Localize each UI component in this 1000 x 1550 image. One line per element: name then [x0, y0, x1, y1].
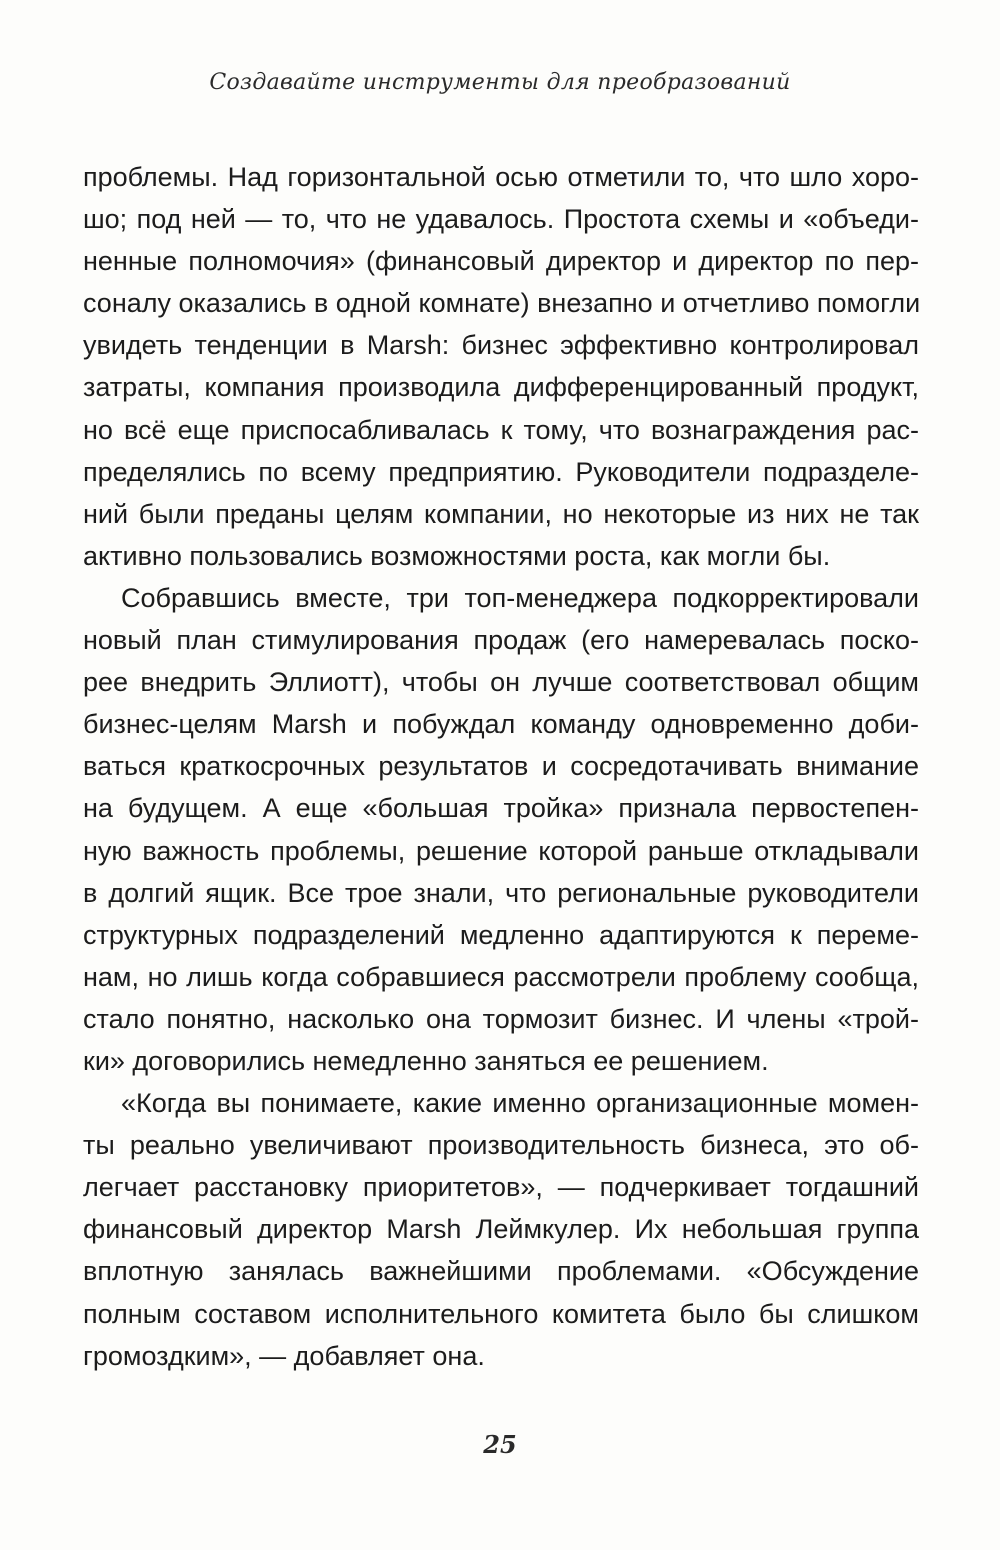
running-header: Создавайте инструменты для преобразований — [209, 70, 791, 95]
text-line: нам, но лишь когда собравшиеся рассмотрели проблему сообща, — [83, 961, 919, 992]
text-line: шо; под ней — то, что не удавалось. Простота схемы и «объеди- — [83, 204, 919, 235]
text-line: ты реально увеличивают производительность бизнеса, это об- — [83, 1130, 919, 1161]
text-line: рее внедрить Эллиотт), чтобы он лучше соответствовал общим — [83, 667, 919, 698]
paragraph — [83, 1082, 919, 1377]
text-line: Собравшись вместе, три топ-менеджера подкорректировали — [121, 582, 919, 613]
text-line: новый план стимулирования продаж (его намеревалась поско- — [83, 625, 919, 656]
text-line: ную важность проблемы, решение которой раньше откладывали — [83, 835, 919, 866]
text-line: структурных подразделений медленно адаптируются к переме- — [83, 919, 919, 950]
text-line: вплотную занялась важнейшими проблемами. «Обсуждение — [83, 1256, 919, 1287]
text-line: полным составом исполнительного комитета было бы слишком — [83, 1298, 919, 1329]
text-line: на будущем. А еще «большая тройка» признала первостепен- — [83, 793, 919, 824]
text-line: пределялись по всему предприятию. Руководители подразделе- — [83, 456, 919, 487]
text-line: бизнес-целям Marsh и побуждал команду одновременно доби- — [83, 709, 919, 740]
text-line: увидеть тенденции в Marsh: бизнес эффективно контролировал — [83, 330, 919, 361]
text-line: «Когда вы понимаете, какие именно организационные момен- — [121, 1088, 919, 1119]
body-text — [83, 156, 919, 1377]
paragraph — [83, 156, 919, 577]
paragraph — [83, 577, 919, 1082]
text-line: ки» договорились немедленно заняться ее решением. — [83, 1045, 769, 1076]
text-line: ний были преданы целям компании, но некоторые из них не так — [83, 498, 919, 529]
text-line: затраты, компания производила дифференцированный продукт, — [83, 372, 919, 403]
text-line: ненные полномочия» (финансовый директор и директор по пер- — [83, 246, 919, 277]
text-line: активно пользовались возможностями роста, как могли бы. — [83, 540, 831, 571]
text-line: соналу оказались в одной комнате) внезапно и отчетливо помогли — [83, 288, 921, 319]
text-line: но всё еще приспосабливалась к тому, что вознаграждения рас- — [83, 414, 919, 445]
text-line: в долгий ящик. Все трое знали, что региональные руководители — [83, 877, 919, 908]
text-line: стало понятно, насколько она тормозит бизнес. И члены «трой- — [83, 1003, 919, 1034]
text-line: финансовый директор Marsh Леймкулер. Их небольшая группа — [83, 1214, 919, 1245]
text-line: легчает расстановку приоритетов», — подчеркивает тогдашний — [83, 1172, 919, 1203]
page-number: 25 — [483, 1430, 517, 1459]
text-line: громоздким», — добавляет она. — [83, 1340, 485, 1371]
text-line: ваться краткосрочных результатов и сосредотачивать внимание — [83, 751, 919, 782]
text-line: проблемы. Над горизонтальной осью отметили то, что шло хоро- — [83, 162, 919, 192]
